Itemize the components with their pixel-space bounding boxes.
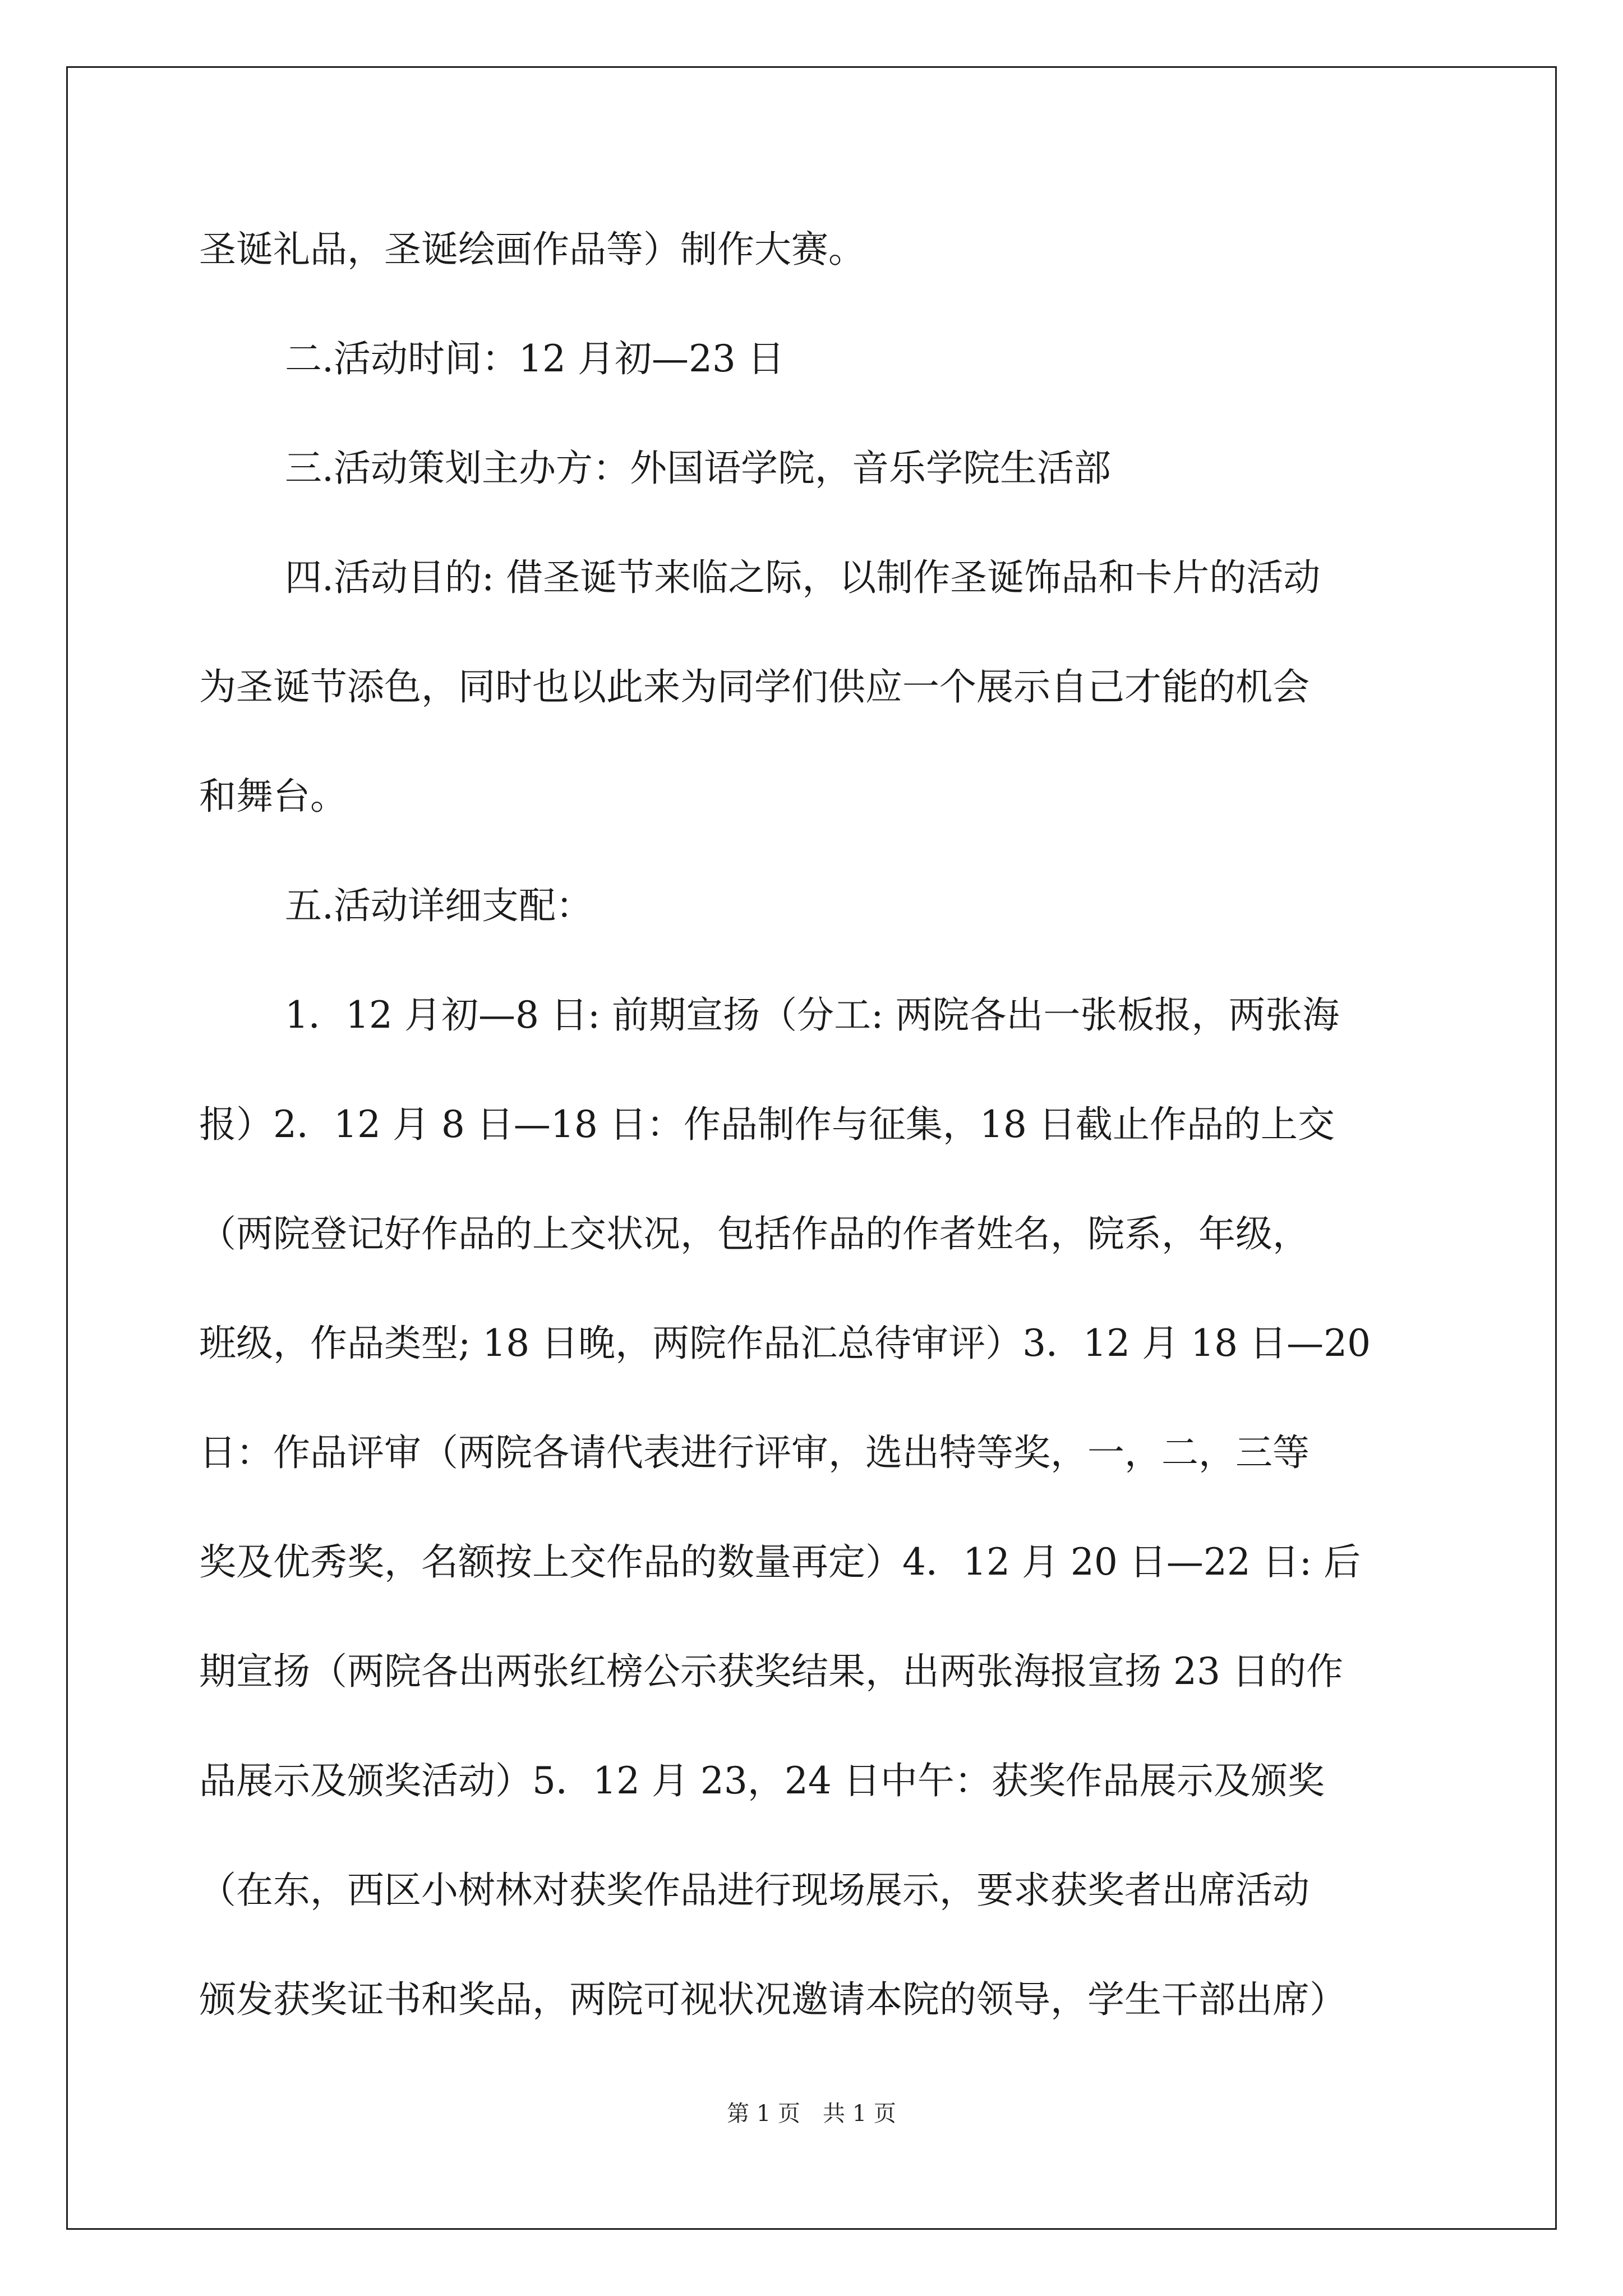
text-line-3: 三.活动策划主办方：外国语学院，音乐学院生活部 (285, 447, 1111, 490)
text-line-1: 圣诞礼品，圣诞绘画作品等）制作大赛。 (199, 228, 865, 271)
text-line-6: 和舞台。 (199, 775, 347, 818)
page-number: 第 1 页 (727, 2101, 800, 2127)
text-line-10: （两院登记好作品的上交状况，包括作品的作者姓名，院系，年级， (199, 1212, 1310, 1255)
page-footer (0, 2102, 1623, 2125)
text-line-7: 五.活动详细支配： (285, 884, 593, 927)
text-line-13: 奖及优秀奖，名额按上交作品的数量再定）4．12 月 20 日—22 日: 后 (199, 1540, 1361, 1584)
text-line-17: 颁发获奖证书和奖品，两院可视状况邀请本院的领导，学生干部出席） (199, 1978, 1347, 2021)
text-line-2: 二.活动时间：12 月初—23 日 (285, 337, 785, 380)
text-line-5: 为圣诞节添色，同时也以此来为同学们供应一个展示自己才能的机会 (199, 665, 1310, 708)
text-line-11: 班级，作品类型; 18 日晚，两院作品汇总待审评）3．12 月 18 日—20 (199, 1322, 1371, 1365)
page-total: 共 1 页 (823, 2101, 896, 2127)
text-line-9: 报）2．12 月 8 日—18 日：作品制作与征集，18 日截止作品的上交 (199, 1103, 1335, 1146)
text-line-16: （在东，西区小树林对获奖作品进行现场展示，要求获奖者出席活动 (199, 1869, 1310, 1912)
text-line-4: 四.活动目的: 借圣诞节来临之际，以制作圣诞饰品和卡片的活动 (285, 556, 1321, 599)
text-line-12: 日：作品评审（两院各请代表进行评审，选出特等奖，一，二，三等 (199, 1431, 1310, 1474)
text-line-14: 期宣扬（两院各出两张红榜公示获奖结果，出两张海报宣扬 23 日的作 (199, 1650, 1343, 1693)
text-line-8: 1．12 月初—8 日: 前期宣扬（分工: 两院各出一张板报，两张海 (285, 993, 1340, 1037)
text-line-15: 品展示及颁奖活动）5．12 月 23，24 日中午：获奖作品展示及颁奖 (199, 1759, 1325, 1802)
